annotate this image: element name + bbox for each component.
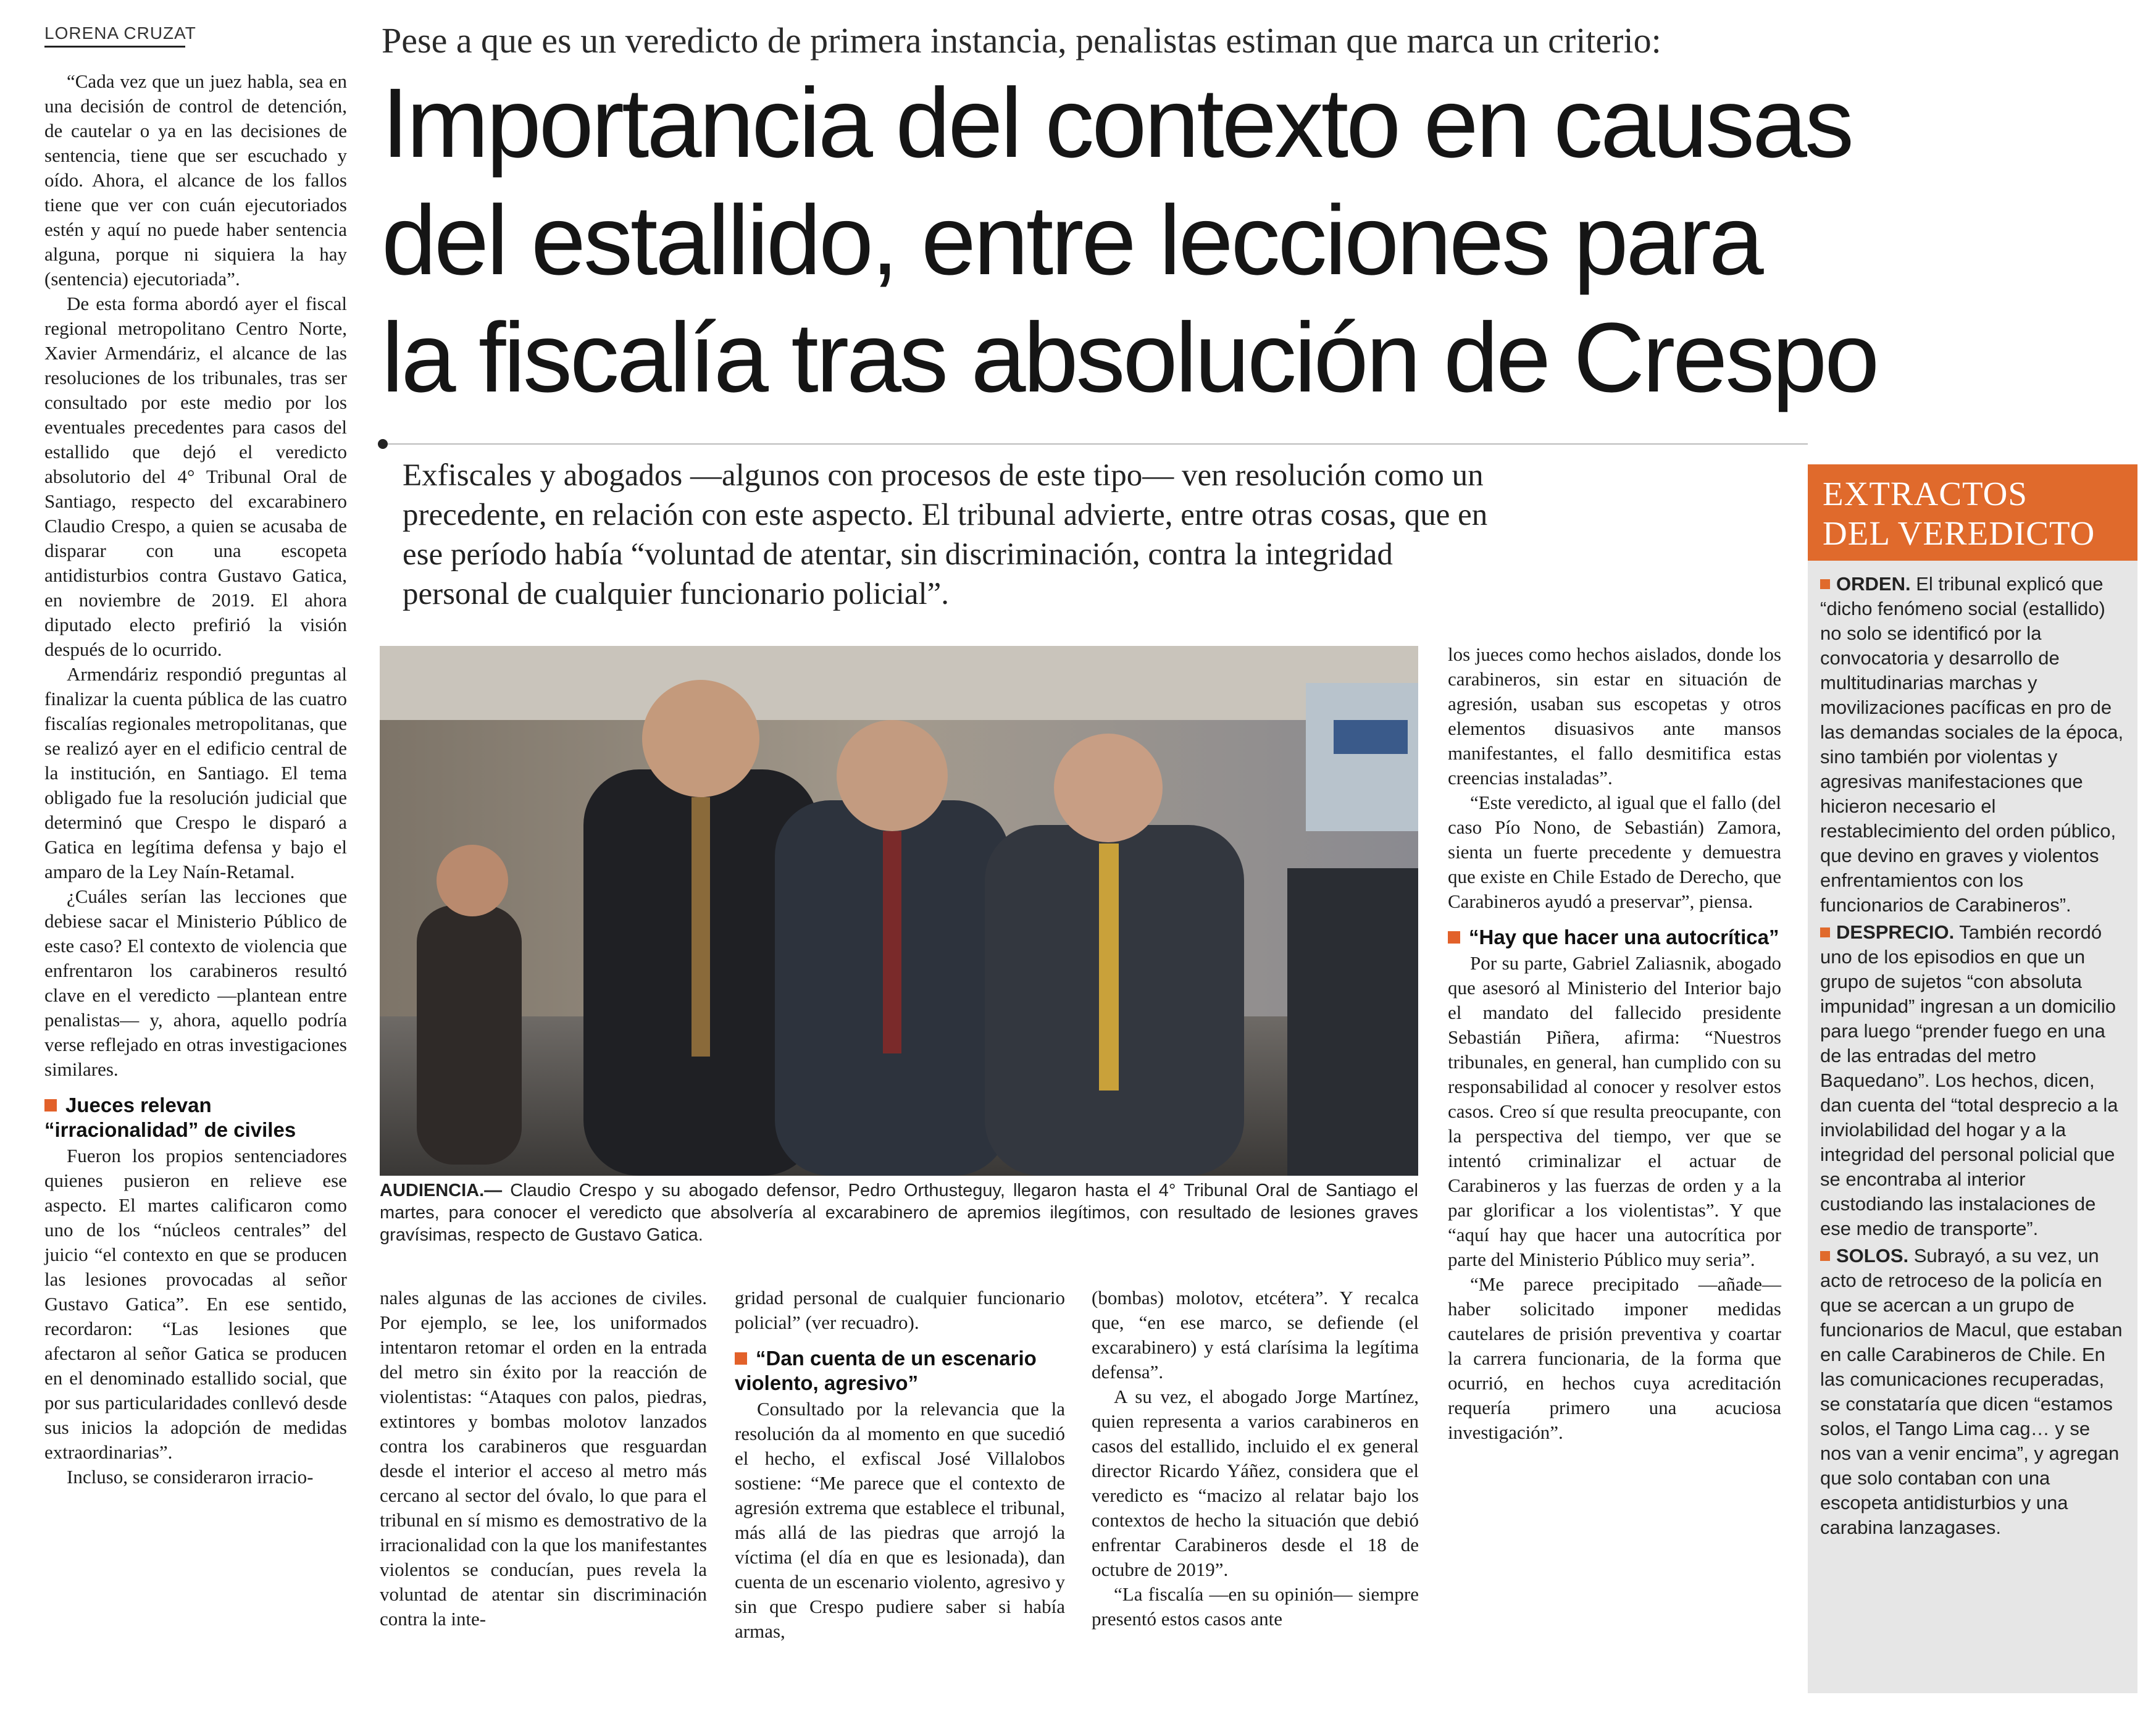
bullet-square-icon xyxy=(1820,579,1830,589)
extract-item xyxy=(1820,1244,2125,1540)
caption-text: Claudio Crespo y su abogado defensor, Pedro Orthusteguy, llegaron hasta el 4° Tribunal Oral de Santiago el martes, para conocer el veredicto que absolvería al excarabinero de apremios ilegítimos, con resultado de lesiones graves gravísimas, respecto de Gustavo Gatica. xyxy=(380,1181,1418,1245)
subhead xyxy=(735,1346,1065,1396)
kicker: Pese a que es un veredicto de primera instancia, penalistas estiman que marca un criterio: xyxy=(382,20,1661,61)
paragraph: “Me parece precipitado —añade— haber solicitado imponer medidas cautelares de prisión preventiva y coartar la carrera funcionaria, de la forma que ocurrió, en hechos cuya acreditación requería primero una acuciosa investigación”. xyxy=(1448,1273,1781,1443)
paragraph: ¿Cuáles serían las lecciones que debiese sacar el Ministerio Público de este caso? El contexto de violencia que enfrentaron los carabineros resultó clave en el veredicto —plantean entre penalistas— y, ahora, aquello podría verse reflejado en otras investigaciones similares. xyxy=(44,885,347,1080)
extracts-box xyxy=(1808,464,2137,1693)
dek-line: ese período había “voluntad de atentar, sin discriminación, contra la integridad xyxy=(403,537,1393,572)
column-5 xyxy=(1448,642,1781,1445)
paragraph: nales algunas de las acciones de civiles. Por ejemplo, se lee, los uniformados intentaron retomar el orden en la entrada del metro sin éxito por la reacción de violentistas: “Ataques con palos, piedras, extintores y bombas molotov lanzados contra los carabineros que resguardan desde el interior el acceso al metro más cercano al sector del óvalo, lo que para el tribunal en sí mismo es demostrativo de la irracionalidad con la que los manifestantes violentos se conducían, pues revela la voluntad de atentar sin discriminación contra la inte- xyxy=(380,1287,707,1630)
column-4 xyxy=(1092,1286,1419,1631)
subhead-square-icon xyxy=(44,1099,57,1112)
byline-rule xyxy=(44,46,185,48)
extracts-box-header xyxy=(1808,464,2137,561)
extract-text: También recordó uno de los episodios en que un grupo de sujetos “con absoluta impunidad” ingresan a un domicilio para luego “prender fuego en una de las entradas del metro Baquedano”. Los hechos, dicen, dan cuenta del “total desprecio a la inviolabilidad del hogar y a la integridad del personal policial que se encontraba al interior custodiando las instalaciones de ese medio de transporte”. xyxy=(1820,921,2118,1239)
paragraph: gridad personal de cualquier funcionario policial” (ver recuadro). xyxy=(735,1287,1065,1333)
bullet-square-icon xyxy=(1820,927,1830,937)
column-3 xyxy=(735,1286,1065,1644)
headline-line: la fiscalía tras absolución de Crespo xyxy=(382,302,1878,412)
extract-text: Subrayó, a su vez, un acto de retroceso de la policía en que se acercan a un grupo de funcionarios de Macul, que estaban en calle Carabineros de Chile. En las comunicaciones recuperadas, se constataría que dicen “estamos solos, el Tango Lima cag… y se nos van a venir encima”, y agregan que solo contaban con una escopeta antidisturbios y una carabina lanzagases. xyxy=(1820,1245,2123,1538)
dek-line: precedente, en relación con este aspecto. El tribunal advierte, entre otras cosas, que en xyxy=(403,498,1488,532)
extract-label: SOLOS. xyxy=(1836,1245,1909,1266)
subhead xyxy=(44,1093,347,1142)
dek-rule xyxy=(388,443,1808,445)
subhead-text: “Dan cuenta de un escenario violento, agresivo” xyxy=(735,1347,1037,1394)
photo-caption xyxy=(380,1179,1418,1246)
photo-illustration xyxy=(380,646,1418,1176)
headline-line: del estallido, entre lecciones para xyxy=(382,185,1761,295)
extracts-box-title: DEL VEREDICTO xyxy=(1823,514,2095,552)
extracts-box-title: EXTRACTOS xyxy=(1823,475,2028,513)
paragraph: Fueron los propios sentenciadores quienes pusieron en relieve ese aspecto. El martes calificaron como uno de los “núcleos centrales” del juicio “el contexto en que se producen las lesiones provocadas al señor Gustavo Gatica”. En ese sentido, recordaron: “Las lesiones que afectaron al señor Gatica se producen en el denominado estallido social, que por sus particularidades conllevó desde sus inicios la adopción de medidas extraordinarias”. xyxy=(44,1145,347,1463)
paragraph: “Este veredicto, al igual que el fallo (del caso Pío Nono, de Sebastián) Zamora, sienta un fuerte precedente y demuestra que existe en Chile Estado de Derecho, que Carabineros ayudó a preservar”, piensa. xyxy=(1448,792,1781,912)
paragraph: (bombas) molotov, etcétera”. Y recalca que, “en ese marco, se defiende (el excarabinero) y está clarísima la legítima defensa”. xyxy=(1092,1287,1419,1383)
subhead-text: Jueces relevan “irracionalidad” de civiles xyxy=(44,1094,296,1141)
paragraph: Consultado por la relevancia que la resolución da al momento en que sucedió el hecho, el exfiscal José Villalobos sostiene: “Me parece que el contexto de agresión extrema que establece el tribunal, más allá de las piedras que arrojó la víctima (el día en que es lesionada), dan cuenta de un escenario violento, agresivo y sin que Crespo pudiere saber si había armas, xyxy=(735,1398,1065,1642)
dek xyxy=(403,456,1816,614)
extract-text: El tribunal explicó que “dicho fenómeno social (estallido) no solo se identificó por la convocatoria y desarrollo de multitudinarias marchas y movilizaciones pacíficas en pro de las demandas sociales de la época, sino también por violentas y agresivas manifestaciones que hicieron necesario el restablecimiento del orden público, que devino en graves y violentos enfrentamientos con los funcionarios de Carabineros”. xyxy=(1820,573,2124,916)
paragraph: Armendáriz respondió preguntas al finalizar la cuenta pública de las cuatro fiscalías regionales metropolitanas, que se realizó ayer en el edificio central de la institución, en Santiago. El tema obligado fue la resolución judicial que determinó que Crespo le disparó a Gatica en legítima defensa y bajo el amparo de la Ley Naín-Retamal. xyxy=(44,663,347,882)
subhead-text: “Hay que hacer una autocrítica” xyxy=(1469,926,1779,948)
column-2 xyxy=(380,1286,707,1631)
extract-label: DESPRECIO. xyxy=(1836,921,1955,943)
paragraph: A su vez, el abogado Jorge Martínez, quien representa a varios carabineros en casos del estallido, incluido el ex general director Ricardo Yáñez, considera que el veredicto es “macizo al relatar bajo los contextos de hecho la situación que debió enfrentar Carabineros desde el 18 de octubre de 2019”. xyxy=(1092,1386,1419,1580)
extracts-box-body xyxy=(1808,561,2137,1540)
extract-item xyxy=(1820,920,2125,1241)
photo-audiencia xyxy=(380,646,1418,1176)
paragraph: De esta forma abordó ayer el fiscal regional metropolitano Centro Norte, Xavier Armendáriz, el alcance de las resoluciones de los tribunales, tras ser consultado por este medio por los eventuales precedentes para casos del estallido que dejó el veredicto absolutorio del 4° Tribunal Oral de Santiago, respecto del excarabinero Claudio Crespo, a quien se acusaba de disparar con una escopeta antidisturbios contra Gustavo Gatica, en noviembre de 2019. El ahora diputado electo prefirió la visión después de lo ocurrido. xyxy=(44,293,347,660)
paragraph: “La fiscalía —en su opinión— siempre presentó estos casos ante xyxy=(1092,1583,1419,1630)
subhead-square-icon xyxy=(735,1352,747,1365)
subhead-square-icon xyxy=(1448,931,1460,944)
paragraph: “Cada vez que un juez habla, sea en una decisión de control de detención, de cautelar o ya en las decisiones de sentencia, tiene que ser escuchado y oído. Ahora, el alcance de los fallos tiene que ver con cuán ejecutoriados estén y aquí no puede haber sentencia alguna, porque ni siquiera la hay (sentencia) ejecutoriada”. xyxy=(44,70,347,290)
paragraph: Por su parte, Gabriel Zaliasnik, abogado que asesoró al Ministerio del Interior bajo el mandato del fallecido presidente Sebastián Piñera, afirma: “Nuestros tribunales, en general, han cumplido con su responsabilidad al conocer y resolver estos casos. Creo sí que resulta preocupante, con la perspectiva del tiempo, ver que se intentó criminalizar el actuar de Carabineros y las fuerzas de orden y a la par glorificar a los violentistas”. Y que “aquí hay que hacer una autocrítica por parte del Ministerio Público muy seria”. xyxy=(1448,952,1781,1270)
bullet-square-icon xyxy=(1820,1251,1830,1261)
column-1 xyxy=(44,69,347,1489)
caption-label: AUDIENCIA.— xyxy=(380,1181,503,1200)
subhead xyxy=(1448,925,1781,950)
dek-bullet xyxy=(378,439,388,449)
paragraph: Incluso, se consideraron irracio- xyxy=(67,1466,314,1488)
dek-line: personal de cualquier funcionario policial”. xyxy=(403,577,950,611)
paragraph: los jueces como hechos aislados, donde los carabineros, sin estar en situación de agresión, usaban sus escopetas y otros elementos disuasivos ante mansos manifestantes, el fallo desmitifica estas creencias instaladas”. xyxy=(1448,643,1781,789)
headline-line: Importancia del contexto en causas xyxy=(382,67,1852,178)
headline xyxy=(382,64,2147,416)
dek-line: Exfiscales y abogados —algunos con procesos de este tipo— ven resolución como un xyxy=(403,458,1484,493)
byline: LORENA CRUZAT xyxy=(44,23,196,43)
extract-item xyxy=(1820,572,2125,918)
extract-label: ORDEN. xyxy=(1836,573,1911,595)
